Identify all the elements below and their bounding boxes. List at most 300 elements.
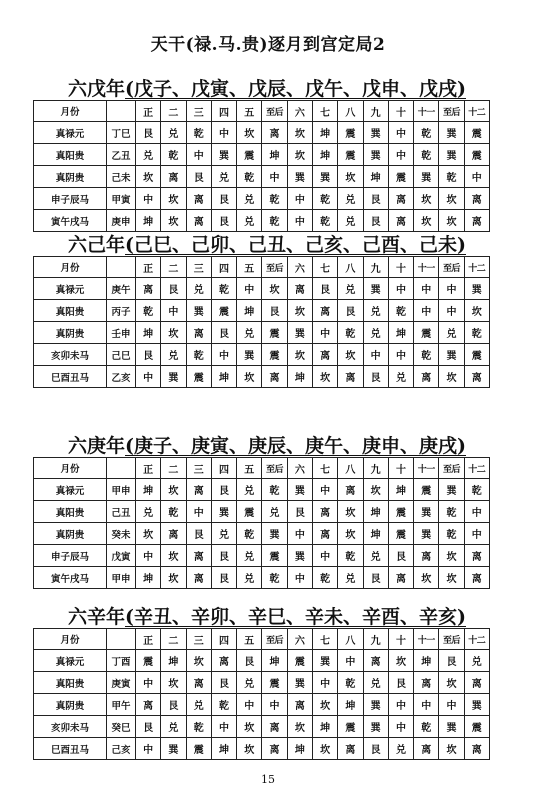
table-row	[34, 567, 490, 589]
palace-cell: 兑	[186, 278, 211, 300]
month-header: 五	[237, 458, 262, 479]
palace-cell: 震	[262, 672, 287, 694]
palace-cell: 坎	[439, 672, 464, 694]
stem-header-blank	[107, 257, 136, 278]
palace-cell: 乾	[161, 144, 186, 166]
row-label: 真阴贵	[34, 523, 107, 545]
palace-cell: 中	[312, 322, 337, 344]
month-header: 八	[338, 101, 363, 122]
palace-cell: 震	[237, 501, 262, 523]
section-title-year: 六辛年	[68, 606, 126, 628]
palace-cell: 乾	[262, 188, 287, 210]
palace-cell: 坎	[262, 278, 287, 300]
palace-cell: 中	[211, 344, 236, 366]
palace-cell: 巽	[363, 144, 388, 166]
palace-cell: 乾	[414, 716, 439, 738]
row-stem: 癸未	[107, 523, 136, 545]
row-label: 真阳贵	[34, 300, 107, 322]
palace-cell: 坎	[312, 738, 337, 760]
header-row	[34, 629, 490, 650]
palace-cell: 坎	[338, 523, 363, 545]
palace-cell: 乾	[388, 300, 413, 322]
month-header-label: 月份	[34, 257, 107, 278]
month-header-label: 月份	[34, 629, 107, 650]
palace-cell: 乾	[338, 672, 363, 694]
month-header: 十二	[464, 629, 489, 650]
palace-cell: 离	[136, 694, 161, 716]
palace-cell: 乾	[464, 479, 489, 501]
month-header: 十一	[414, 458, 439, 479]
palace-cell: 兑	[136, 144, 161, 166]
month-header: 十一	[414, 101, 439, 122]
palace-cell: 坎	[161, 479, 186, 501]
page-title: 天干(禄.马.贵)逐月到宫定局2	[150, 35, 386, 55]
palace-cell: 兑	[237, 322, 262, 344]
palace-cell: 巽	[287, 672, 312, 694]
palace-cell: 艮	[211, 322, 236, 344]
palace-cell: 离	[186, 479, 211, 501]
palace-cell: 艮	[161, 278, 186, 300]
section-title	[68, 74, 466, 101]
palace-cell: 艮	[237, 650, 262, 672]
row-label: 真禄元	[34, 650, 107, 672]
row-label: 真阴贵	[34, 166, 107, 188]
row-label: 真阴贵	[34, 694, 107, 716]
palace-cell: 坎	[338, 344, 363, 366]
palace-cell: 艮	[312, 278, 337, 300]
palace-cell: 乾	[136, 300, 161, 322]
palace-cell: 巽	[186, 300, 211, 322]
palace-cell: 艮	[186, 166, 211, 188]
palace-cell: 震	[211, 300, 236, 322]
palace-cell: 离	[464, 738, 489, 760]
palace-cell: 坤	[237, 300, 262, 322]
palace-cell: 乾	[262, 567, 287, 589]
palace-cell: 艮	[211, 567, 236, 589]
palace-cell: 巽	[363, 278, 388, 300]
palace-cell: 震	[414, 322, 439, 344]
row-stem: 戊寅	[107, 545, 136, 567]
palace-cell: 坎	[287, 344, 312, 366]
header-row	[34, 101, 490, 122]
palace-cell: 坎	[439, 210, 464, 232]
month-header: 七	[312, 101, 337, 122]
row-stem: 甲寅	[107, 188, 136, 210]
palace-cell: 中	[136, 738, 161, 760]
palace-cell: 艮	[363, 738, 388, 760]
month-header: 十一	[414, 257, 439, 278]
palace-cell: 坤	[211, 366, 236, 388]
palace-cell: 震	[464, 122, 489, 144]
palace-cell: 中	[388, 694, 413, 716]
stem-header-blank	[107, 101, 136, 122]
palace-cell: 中	[388, 122, 413, 144]
palace-cell: 兑	[338, 210, 363, 232]
palace-cell: 坎	[237, 716, 262, 738]
palace-cell: 乾	[312, 567, 337, 589]
palace-cell: 中	[414, 300, 439, 322]
palace-cell: 乾	[464, 322, 489, 344]
palace-cell: 坎	[161, 210, 186, 232]
palace-cell: 离	[161, 166, 186, 188]
palace-cell: 中	[439, 278, 464, 300]
table-row	[34, 545, 490, 567]
palace-cell: 兑	[136, 501, 161, 523]
month-header: 三	[186, 101, 211, 122]
table-row	[34, 210, 490, 232]
palace-cell: 震	[262, 545, 287, 567]
palace-cell: 离	[161, 523, 186, 545]
palace-cell: 坎	[439, 567, 464, 589]
palace-cell: 离	[414, 366, 439, 388]
palace-cell: 离	[464, 567, 489, 589]
month-header: 八	[338, 629, 363, 650]
palace-cell: 乾	[211, 694, 236, 716]
month-header: 三	[186, 257, 211, 278]
palace-cell: 中	[363, 344, 388, 366]
palace-cell: 巽	[262, 523, 287, 545]
palace-cell: 中	[287, 567, 312, 589]
section-title	[68, 230, 466, 257]
palace-cell: 中	[287, 210, 312, 232]
palace-cell: 巽	[414, 501, 439, 523]
palace-cell: 震	[186, 366, 211, 388]
palace-cell: 坎	[186, 650, 211, 672]
month-header: 十二	[464, 257, 489, 278]
palace-cell: 离	[211, 650, 236, 672]
palace-cell: 巽	[287, 166, 312, 188]
palace-cell: 坤	[312, 716, 337, 738]
palace-cell: 兑	[338, 278, 363, 300]
palace-cell: 坎	[414, 210, 439, 232]
row-stem: 庚寅	[107, 672, 136, 694]
palace-cell: 震	[186, 738, 211, 760]
row-label: 真禄元	[34, 122, 107, 144]
palace-cell: 坤	[136, 479, 161, 501]
month-header: 至后	[439, 458, 464, 479]
section-title-branches: (庚子、庚寅、庚辰、庚午、庚申、庚戌)	[125, 435, 466, 457]
palace-cell: 离	[312, 523, 337, 545]
section-title-year: 六庚年	[68, 435, 126, 457]
palace-cell: 离	[338, 479, 363, 501]
palace-cell: 中	[388, 278, 413, 300]
palace-cell: 艮	[211, 479, 236, 501]
month-header: 二	[161, 101, 186, 122]
palace-cell: 离	[312, 344, 337, 366]
palace-cell: 巽	[312, 166, 337, 188]
stem-header-blank	[107, 458, 136, 479]
palace-cell: 震	[338, 144, 363, 166]
month-header: 十一	[414, 629, 439, 650]
palace-cell: 乾	[414, 122, 439, 144]
row-label: 巳酉丑马	[34, 738, 107, 760]
palace-cell: 艮	[388, 672, 413, 694]
month-header-label: 月份	[34, 101, 107, 122]
palace-cell: 乾	[439, 166, 464, 188]
palace-cell: 艮	[388, 545, 413, 567]
palace-cell: 巽	[439, 479, 464, 501]
month-header: 六	[287, 101, 312, 122]
palace-cell: 中	[464, 501, 489, 523]
row-stem: 甲午	[107, 694, 136, 716]
palace-cell: 坤	[312, 144, 337, 166]
palace-cell: 中	[262, 694, 287, 716]
month-header: 九	[363, 458, 388, 479]
palace-cell: 震	[414, 479, 439, 501]
palace-cell: 乾	[262, 210, 287, 232]
row-stem: 甲申	[107, 567, 136, 589]
palace-cell: 兑	[237, 210, 262, 232]
palace-cell: 中	[161, 300, 186, 322]
palace-cell: 离	[186, 545, 211, 567]
palace-cell: 坎	[237, 738, 262, 760]
palace-cell: 坎	[237, 366, 262, 388]
palace-cell: 离	[287, 694, 312, 716]
palace-cell: 中	[388, 344, 413, 366]
row-label: 申子辰马	[34, 188, 107, 210]
palace-cell: 艮	[161, 694, 186, 716]
palace-cell: 巽	[464, 278, 489, 300]
palace-cell: 巽	[439, 144, 464, 166]
palace-cell: 艮	[363, 366, 388, 388]
palace-cell: 乾	[338, 545, 363, 567]
schedule-table	[33, 100, 490, 232]
palace-cell: 坎	[287, 144, 312, 166]
month-header: 五	[237, 629, 262, 650]
month-header: 七	[312, 458, 337, 479]
palace-cell: 兑	[237, 545, 262, 567]
palace-cell: 巽	[414, 166, 439, 188]
month-header: 正	[136, 101, 161, 122]
palace-cell: 离	[262, 738, 287, 760]
palace-cell: 中	[312, 479, 337, 501]
palace-cell: 离	[388, 188, 413, 210]
palace-cell: 兑	[388, 366, 413, 388]
palace-cell: 巽	[363, 694, 388, 716]
palace-cell: 离	[262, 122, 287, 144]
row-stem: 乙亥	[107, 366, 136, 388]
section-title	[68, 602, 466, 629]
month-header: 六	[287, 629, 312, 650]
palace-cell: 坎	[414, 567, 439, 589]
palace-cell: 中	[237, 694, 262, 716]
month-header: 八	[338, 257, 363, 278]
palace-cell: 坎	[136, 166, 161, 188]
section-title-branches: (辛丑、辛卯、辛巳、辛未、辛酉、辛亥)	[125, 606, 466, 628]
palace-cell: 艮	[338, 300, 363, 322]
palace-cell: 兑	[338, 188, 363, 210]
table-row	[34, 278, 490, 300]
month-header: 正	[136, 257, 161, 278]
month-header: 至后	[439, 257, 464, 278]
palace-cell: 巽	[464, 694, 489, 716]
row-label: 真禄元	[34, 278, 107, 300]
palace-cell: 坎	[338, 166, 363, 188]
month-header: 十	[388, 458, 413, 479]
month-header: 至后	[262, 257, 287, 278]
month-header: 至后	[262, 629, 287, 650]
palace-cell: 兑	[237, 188, 262, 210]
palace-cell: 坎	[439, 738, 464, 760]
row-stem: 庚申	[107, 210, 136, 232]
palace-cell: 坎	[388, 650, 413, 672]
row-label: 寅午戌马	[34, 567, 107, 589]
palace-cell: 中	[388, 716, 413, 738]
palace-cell: 坎	[237, 122, 262, 144]
palace-cell: 艮	[287, 501, 312, 523]
month-header: 四	[211, 458, 236, 479]
palace-cell: 兑	[161, 344, 186, 366]
palace-cell: 中	[312, 672, 337, 694]
palace-cell: 乾	[161, 501, 186, 523]
palace-cell: 乾	[262, 479, 287, 501]
palace-cell: 艮	[211, 210, 236, 232]
month-header: 七	[312, 257, 337, 278]
palace-cell: 乾	[237, 166, 262, 188]
palace-cell: 坎	[414, 188, 439, 210]
palace-cell: 兑	[363, 322, 388, 344]
month-header: 十	[388, 629, 413, 650]
row-label: 巳酉丑马	[34, 366, 107, 388]
palace-cell: 离	[312, 501, 337, 523]
palace-cell: 乾	[439, 501, 464, 523]
palace-cell: 坎	[439, 545, 464, 567]
palace-cell: 坤	[388, 479, 413, 501]
row-stem: 甲申	[107, 479, 136, 501]
row-stem: 壬申	[107, 322, 136, 344]
table-row	[34, 716, 490, 738]
palace-cell: 坤	[287, 738, 312, 760]
palace-cell: 离	[338, 738, 363, 760]
palace-cell: 乾	[338, 322, 363, 344]
palace-cell: 兑	[363, 300, 388, 322]
month-header: 至后	[439, 101, 464, 122]
month-header: 二	[161, 458, 186, 479]
palace-cell: 兑	[262, 501, 287, 523]
section-title	[68, 431, 466, 458]
palace-cell: 乾	[186, 122, 211, 144]
palace-cell: 坤	[312, 122, 337, 144]
palace-cell: 坤	[363, 166, 388, 188]
palace-cell: 坤	[388, 322, 413, 344]
row-stem: 丁酉	[107, 650, 136, 672]
palace-cell: 中	[186, 144, 211, 166]
month-header-label: 月份	[34, 458, 107, 479]
palace-cell: 离	[312, 300, 337, 322]
palace-cell: 兑	[338, 567, 363, 589]
palace-cell: 坤	[363, 501, 388, 523]
month-header: 至后	[439, 629, 464, 650]
section-title-branches: (戊子、戊寅、戊辰、戊午、戊申、戊戌)	[125, 78, 466, 100]
month-header: 至后	[262, 458, 287, 479]
row-stem: 己丑	[107, 501, 136, 523]
palace-cell: 艮	[211, 545, 236, 567]
palace-cell: 艮	[439, 650, 464, 672]
palace-cell: 中	[414, 694, 439, 716]
row-stem: 丙子	[107, 300, 136, 322]
palace-cell: 乾	[439, 523, 464, 545]
palace-cell: 坤	[211, 738, 236, 760]
palace-cell: 离	[262, 716, 287, 738]
month-header: 十	[388, 101, 413, 122]
palace-cell: 巽	[414, 523, 439, 545]
month-header: 九	[363, 629, 388, 650]
palace-cell: 离	[464, 210, 489, 232]
palace-cell: 巽	[161, 738, 186, 760]
palace-cell: 震	[262, 322, 287, 344]
palace-cell: 兑	[464, 650, 489, 672]
palace-cell: 巽	[439, 716, 464, 738]
row-label: 亥卯未马	[34, 716, 107, 738]
palace-cell: 离	[186, 210, 211, 232]
schedule-table	[33, 457, 490, 589]
palace-cell: 坤	[414, 650, 439, 672]
palace-cell: 兑	[186, 694, 211, 716]
table-row	[34, 166, 490, 188]
palace-cell: 震	[464, 716, 489, 738]
palace-cell: 中	[312, 545, 337, 567]
palace-cell: 乾	[237, 523, 262, 545]
palace-cell: 巽	[312, 650, 337, 672]
palace-cell: 巽	[363, 122, 388, 144]
palace-cell: 中	[439, 694, 464, 716]
palace-cell: 兑	[211, 523, 236, 545]
month-header: 六	[287, 458, 312, 479]
palace-cell: 兑	[161, 122, 186, 144]
palace-cell: 兑	[237, 672, 262, 694]
row-label: 真禄元	[34, 479, 107, 501]
palace-cell: 艮	[136, 716, 161, 738]
month-header: 五	[237, 101, 262, 122]
row-label: 亥卯未马	[34, 344, 107, 366]
palace-cell: 坎	[439, 366, 464, 388]
palace-cell: 巽	[237, 344, 262, 366]
palace-cell: 中	[388, 144, 413, 166]
palace-cell: 中	[211, 716, 236, 738]
palace-cell: 艮	[262, 300, 287, 322]
palace-cell: 中	[211, 122, 236, 144]
palace-cell: 震	[287, 650, 312, 672]
palace-cell: 坤	[338, 694, 363, 716]
month-header: 八	[338, 458, 363, 479]
palace-cell: 艮	[136, 344, 161, 366]
section-title-branches: (己巳、己卯、己丑、己亥、己酉、己未)	[125, 234, 466, 256]
month-header: 至后	[262, 101, 287, 122]
palace-cell: 离	[363, 650, 388, 672]
palace-cell: 中	[287, 523, 312, 545]
month-header: 四	[211, 101, 236, 122]
palace-cell: 震	[464, 344, 489, 366]
palace-cell: 震	[338, 122, 363, 144]
palace-cell: 震	[136, 650, 161, 672]
palace-cell: 离	[464, 545, 489, 567]
row-label: 真阴贵	[34, 322, 107, 344]
palace-cell: 中	[439, 300, 464, 322]
row-label: 真阳贵	[34, 672, 107, 694]
palace-cell: 中	[464, 166, 489, 188]
row-stem: 乙丑	[107, 144, 136, 166]
row-stem: 癸巳	[107, 716, 136, 738]
palace-cell: 离	[136, 278, 161, 300]
schedule-table	[33, 628, 490, 760]
palace-cell: 震	[388, 523, 413, 545]
palace-cell: 坎	[439, 188, 464, 210]
palace-cell: 坤	[136, 322, 161, 344]
table-row	[34, 344, 490, 366]
palace-cell: 兑	[211, 166, 236, 188]
palace-cell: 中	[338, 650, 363, 672]
table-row	[34, 479, 490, 501]
